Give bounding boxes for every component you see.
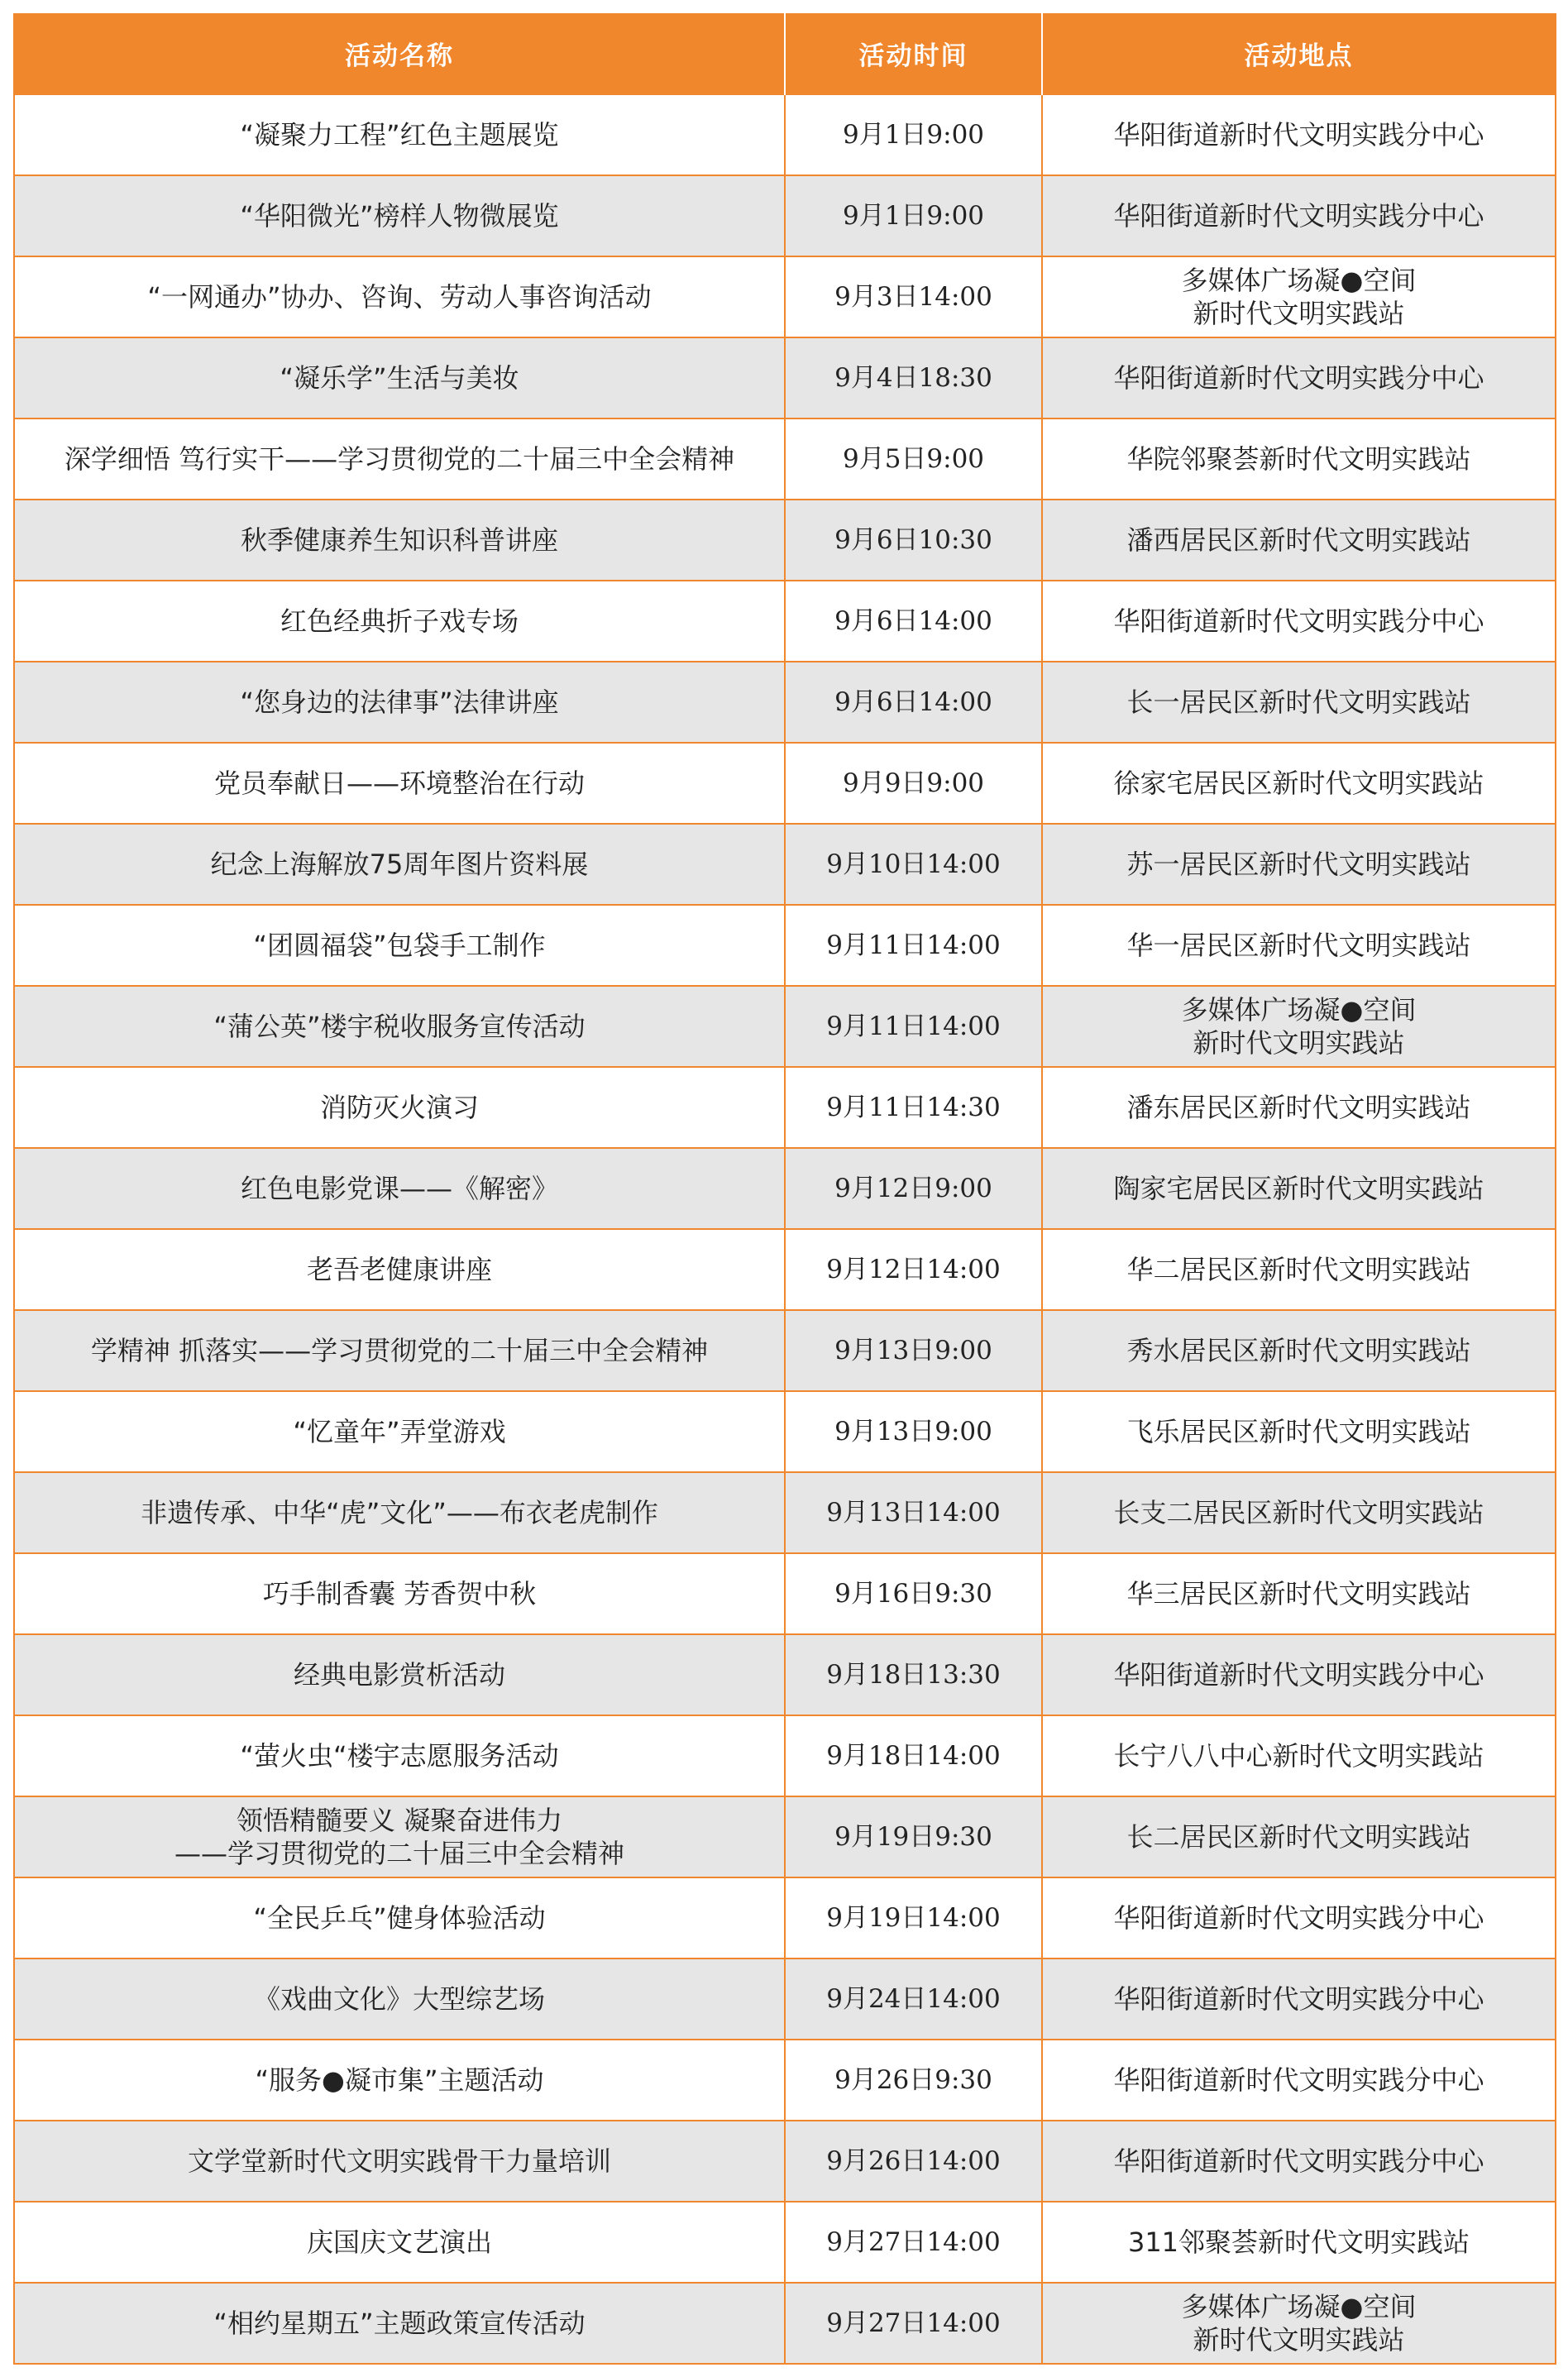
table-row (14, 905, 1556, 986)
table-row (14, 1472, 1556, 1553)
table-row (14, 1391, 1556, 1472)
activity-name-cell: “蒲公英”楼宇税收服务宣传活动 (14, 986, 785, 1067)
activity-time-cell: 9月6日10:30 (785, 500, 1042, 581)
activity-name-cell: “萤火虫“楼宇志愿服务活动 (14, 1715, 785, 1796)
activity-name-cell: “凝聚力工程”红色主题展览 (14, 94, 785, 175)
activity-time-cell: 9月27日14:00 (785, 2283, 1042, 2364)
activity-name-cell: 消防灭火演习 (14, 1067, 785, 1148)
activity-place-cell: 311邻聚荟新时代文明实践站 (1042, 2202, 1556, 2283)
table-row (14, 581, 1556, 662)
activity-time-cell: 9月19日14:00 (785, 1877, 1042, 1959)
activity-place-cell: 长一居民区新时代文明实践站 (1042, 662, 1556, 743)
activity-name-cell: 领悟精髓要义 凝聚奋进伟力 ——学习贯彻党的二十届三中全会精神 (14, 1796, 785, 1877)
activity-place-cell: 华阳街道新时代文明实践分中心 (1042, 337, 1556, 418)
activity-name-cell: 学精神 抓落实——学习贯彻党的二十届三中全会精神 (14, 1310, 785, 1391)
activity-place-cell: 华阳街道新时代文明实践分中心 (1042, 1877, 1556, 1959)
activity-time-cell: 9月12日9:00 (785, 1148, 1042, 1229)
activity-name-cell: 红色电影党课——《解密》 (14, 1148, 785, 1229)
activity-name-cell: “您身边的法律事”法律讲座 (14, 662, 785, 743)
activity-time-cell: 9月11日14:00 (785, 986, 1042, 1067)
table-row (14, 256, 1556, 337)
activity-place-cell: 陶家宅居民区新时代文明实践站 (1042, 1148, 1556, 1229)
table-row (14, 1067, 1556, 1148)
header-activity-time: 活动时间 (785, 13, 1042, 94)
activity-name-cell: 文学堂新时代文明实践骨干力量培训 (14, 2121, 785, 2202)
activity-place-cell: 徐家宅居民区新时代文明实践站 (1042, 743, 1556, 824)
activity-place-cell: 多媒体广场凝●空间 新时代文明实践站 (1042, 256, 1556, 337)
activity-place-cell: 华阳街道新时代文明实践分中心 (1042, 2121, 1556, 2202)
activity-time-cell: 9月12日14:00 (785, 1229, 1042, 1310)
activity-time-cell: 9月11日14:30 (785, 1067, 1042, 1148)
activity-name-cell: “华阳微光”榜样人物微展览 (14, 175, 785, 256)
activity-time-cell: 9月1日9:00 (785, 94, 1042, 175)
table-row (14, 337, 1556, 418)
activity-place-cell: 华阳街道新时代文明实践分中心 (1042, 581, 1556, 662)
activity-place-cell: 长二居民区新时代文明实践站 (1042, 1796, 1556, 1877)
activity-time-cell: 9月16日9:30 (785, 1553, 1042, 1634)
table-row (14, 2202, 1556, 2283)
activity-place-cell: 华阳街道新时代文明实践分中心 (1042, 175, 1556, 256)
activity-place-cell: 潘西居民区新时代文明实践站 (1042, 500, 1556, 581)
activity-time-cell: 9月1日9:00 (785, 175, 1042, 256)
activity-schedule-table (13, 13, 1556, 2365)
activity-name-cell: 庆国庆文艺演出 (14, 2202, 785, 2283)
activity-place-cell: 华一居民区新时代文明实践站 (1042, 905, 1556, 986)
table-header (14, 13, 1556, 94)
table-row (14, 1634, 1556, 1715)
activity-name-cell: “团圆福袋”包袋手工制作 (14, 905, 785, 986)
activity-time-cell: 9月18日14:00 (785, 1715, 1042, 1796)
activity-name-cell: 《戏曲文化》大型综艺场 (14, 1959, 785, 2040)
table-row (14, 1148, 1556, 1229)
table-row (14, 1715, 1556, 1796)
activity-name-cell: “忆童年”弄堂游戏 (14, 1391, 785, 1472)
activity-time-cell: 9月13日9:00 (785, 1310, 1042, 1391)
activity-place-cell: 华阳街道新时代文明实践分中心 (1042, 1959, 1556, 2040)
table-row (14, 175, 1556, 256)
activity-time-cell: 9月24日14:00 (785, 1959, 1042, 2040)
table-row (14, 824, 1556, 905)
activity-name-cell: 非遗传承、中华“虎”文化”——布衣老虎制作 (14, 1472, 785, 1553)
activity-time-cell: 9月3日14:00 (785, 256, 1042, 337)
activity-place-cell: 华院邻聚荟新时代文明实践站 (1042, 418, 1556, 500)
activity-time-cell: 9月19日9:30 (785, 1796, 1042, 1877)
activity-place-cell: 长支二居民区新时代文明实践站 (1042, 1472, 1556, 1553)
activity-name-cell: “凝乐学”生活与美妆 (14, 337, 785, 418)
activity-time-cell: 9月13日14:00 (785, 1472, 1042, 1553)
table-row (14, 2283, 1556, 2364)
table-row (14, 1877, 1556, 1959)
activity-name-cell: “相约星期五”主题政策宣传活动 (14, 2283, 785, 2364)
header-activity-name: 活动名称 (14, 13, 785, 94)
activity-name-cell: 巧手制香囊 芳香贺中秋 (14, 1553, 785, 1634)
activity-name-cell: 老吾老健康讲座 (14, 1229, 785, 1310)
table-row (14, 500, 1556, 581)
activity-time-cell: 9月26日14:00 (785, 2121, 1042, 2202)
activity-place-cell: 多媒体广场凝●空间 新时代文明实践站 (1042, 986, 1556, 1067)
activity-name-cell: 党员奉献日——环境整治在行动 (14, 743, 785, 824)
activity-time-cell: 9月13日9:00 (785, 1391, 1042, 1472)
activity-name-cell: “服务●凝市集”主题活动 (14, 2040, 785, 2121)
table-row (14, 2121, 1556, 2202)
activity-place-cell: 长宁八八中心新时代文明实践站 (1042, 1715, 1556, 1796)
activity-name-cell: “一网通办”协办、咨询、劳动人事咨询活动 (14, 256, 785, 337)
activity-name-cell: 秋季健康养生知识科普讲座 (14, 500, 785, 581)
table-row (14, 1553, 1556, 1634)
activity-place-cell: 飞乐居民区新时代文明实践站 (1042, 1391, 1556, 1472)
table-row (14, 2040, 1556, 2121)
table-row (14, 743, 1556, 824)
activity-time-cell: 9月27日14:00 (785, 2202, 1042, 2283)
activity-place-cell: 多媒体广场凝●空间 新时代文明实践站 (1042, 2283, 1556, 2364)
activity-time-cell: 9月5日9:00 (785, 418, 1042, 500)
header-activity-place: 活动地点 (1042, 13, 1556, 94)
activity-time-cell: 9月9日9:00 (785, 743, 1042, 824)
activity-place-cell: 秀水居民区新时代文明实践站 (1042, 1310, 1556, 1391)
table-row (14, 1310, 1556, 1391)
activity-name-cell: 深学细悟 笃行实干——学习贯彻党的二十届三中全会精神 (14, 418, 785, 500)
activity-name-cell: 经典电影赏析活动 (14, 1634, 785, 1715)
table-row (14, 94, 1556, 175)
activity-time-cell: 9月10日14:00 (785, 824, 1042, 905)
header-row (14, 13, 1556, 94)
activity-time-cell: 9月11日14:00 (785, 905, 1042, 986)
activity-place-cell: 苏一居民区新时代文明实践站 (1042, 824, 1556, 905)
table-row (14, 1229, 1556, 1310)
activity-name-cell: “全民乒乓”健身体验活动 (14, 1877, 785, 1959)
activity-place-cell: 华二居民区新时代文明实践站 (1042, 1229, 1556, 1310)
table-row (14, 1959, 1556, 2040)
activity-place-cell: 华阳街道新时代文明实践分中心 (1042, 1634, 1556, 1715)
schedule-table-container (13, 13, 1555, 2365)
table-row (14, 662, 1556, 743)
activity-place-cell: 华阳街道新时代文明实践分中心 (1042, 2040, 1556, 2121)
activity-time-cell: 9月6日14:00 (785, 581, 1042, 662)
table-row (14, 418, 1556, 500)
table-body (14, 94, 1556, 2364)
activity-place-cell: 华三居民区新时代文明实践站 (1042, 1553, 1556, 1634)
table-row (14, 1796, 1556, 1877)
activity-time-cell: 9月6日14:00 (785, 662, 1042, 743)
table-row (14, 986, 1556, 1067)
activity-time-cell: 9月18日13:30 (785, 1634, 1042, 1715)
activity-time-cell: 9月4日18:30 (785, 337, 1042, 418)
activity-time-cell: 9月26日9:30 (785, 2040, 1042, 2121)
activity-name-cell: 红色经典折子戏专场 (14, 581, 785, 662)
activity-place-cell: 华阳街道新时代文明实践分中心 (1042, 94, 1556, 175)
activity-place-cell: 潘东居民区新时代文明实践站 (1042, 1067, 1556, 1148)
activity-name-cell: 纪念上海解放75周年图片资料展 (14, 824, 785, 905)
